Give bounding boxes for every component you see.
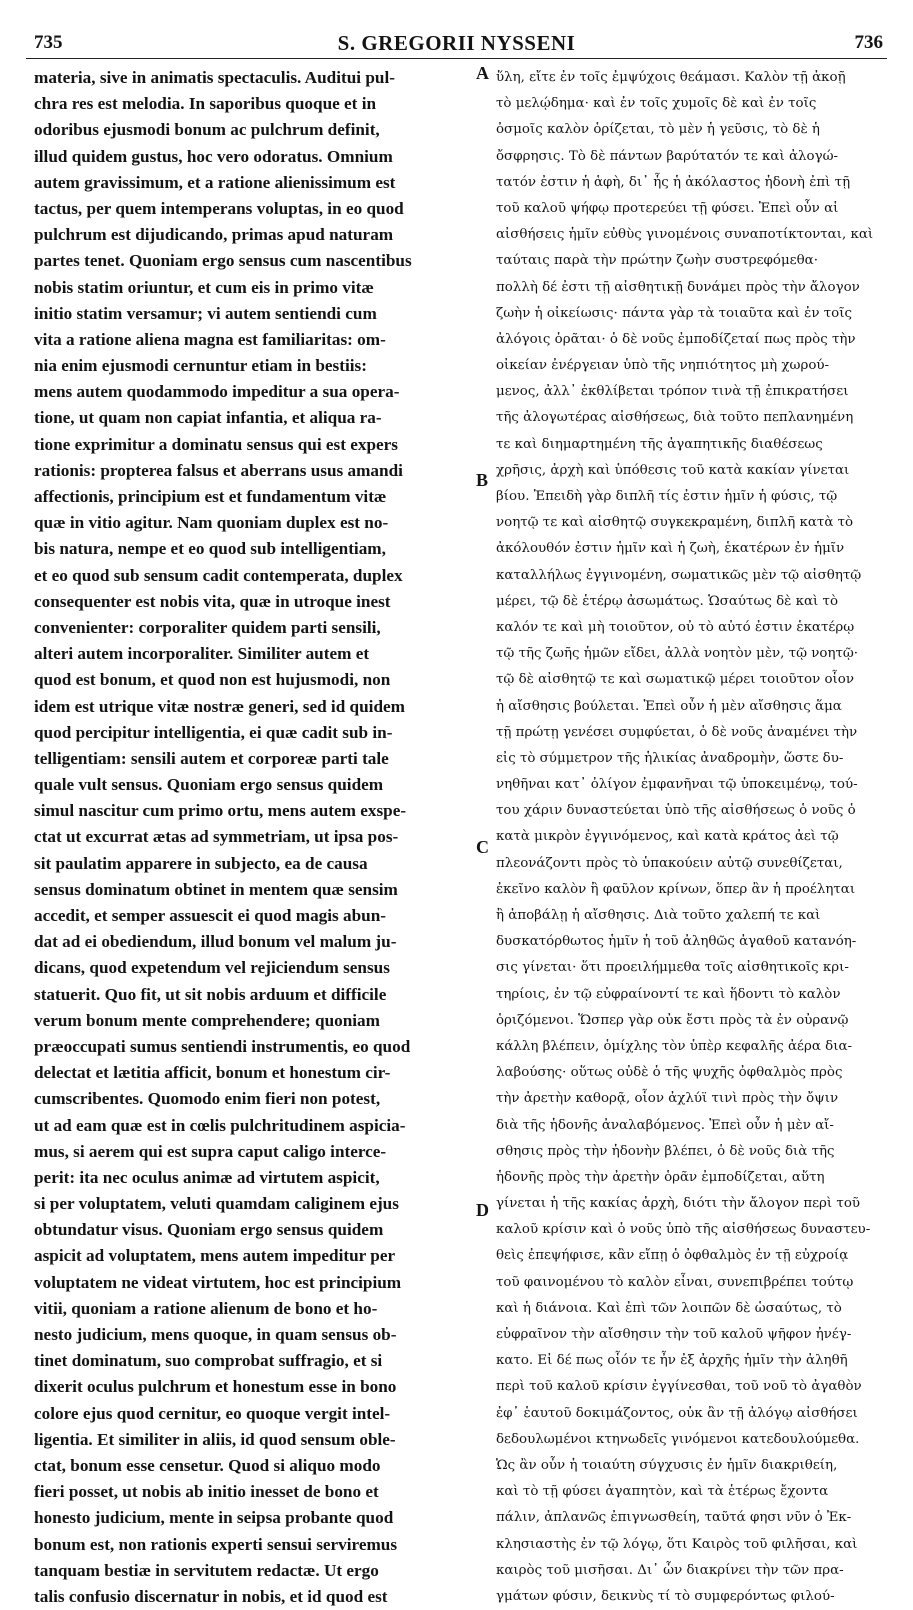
greek-text-line: σθησις πρὸς τὴν ἡδονὴν βλέπει, ὁ δὲ νοῦς διὰ τῆς [496,1143,835,1159]
latin-text-line: honesto judicium, mente in seipsa probante quod [34,1508,394,1528]
latin-text-line: tione, ut quam non capiat infantia, et aliqua ra- [34,408,382,428]
latin-text-line: telligentiam: sensili autem et corporeæ parti tale [34,748,389,768]
greek-text-line: νοητῷ τε καὶ αἰσθητῷ συγκεκραμένη, διπλῆ κατὰ τὸ [496,515,854,531]
latin-text-line: sensus dominatum obtinet in mentem quæ sensim [34,879,398,899]
greek-text-line: μέρει, τῷ δὲ ἑτέρῳ ἀσωμάτως. Ὡσαύτως δὲ καὶ τὸ [496,593,839,609]
greek-text-line: καὶ τὸ τῇ φύσει ἀγαπητὸν, καὶ τὰ ἑτέρως ἔχοντα [496,1484,829,1500]
greek-text-line: ὄσφρησις. Τὸ δὲ πάντων βαρύτατόν τε καὶ ἀλογώ- [496,148,839,164]
greek-text-line: τὴν ἀρετὴν καθορᾷ, οἷον ἀχλύϊ τινὶ πρὸς τὴν ὄψιν [496,1091,839,1107]
greek-text-line: ἐφ᾽ ἑαυτοῦ δοκιμάζοντος, οὐκ ἂν τῇ ἀλόγῳ αἰσθήσει [496,1405,858,1421]
greek-text-line: τῷ τῆς ζωῆς ἡμῶν εἴδει, ἀλλὰ νοητὸν μὲν, τῷ νοητῷ· [496,646,859,662]
greek-text-line: τῇ πρώτῃ γενέσει συμφύεται, ὁ δὲ νοῦς ἀναμένει τὴν [496,724,858,740]
latin-text-line: colore ejus quod cernitur, eo quoque vergit intel- [34,1403,391,1423]
page-number-left: 735 [34,32,63,53]
greek-text-line: πάλιν, ἀπλανῶς ἐπιγνωσθείη, ταῦτά φησι νῦν ὁ Ἐκ- [496,1510,852,1526]
latin-text-line: ctat, bonum esse censetur. Quod si aliquo modo [34,1455,381,1475]
page-number-right: 736 [854,32,883,53]
latin-text-line: vita a ratione aliena magna est familiaritas: om- [34,329,386,349]
greek-text-line: τοῦ καλοῦ ψήφῳ προτερεύει τῇ φύσει. Ἐπεὶ οὖν αἱ [496,200,839,216]
greek-text-line: ζωὴν ἡ οἰκείωσις· πάντα γὰρ τὰ τοιαῦτα καὶ ἐν τοῖς [496,305,852,321]
page-header [26,28,887,59]
greek-text-line: τατόν ἐστιν ἡ ἁφὴ, δι᾽ ἧς ἡ ἀκόλαστος ἡδονὴ ἐπὶ τῇ [496,174,851,190]
section-marker-a: A [476,63,489,83]
section-marker-c: C [476,837,489,857]
greek-text-line: βίου. Ἐπειδὴ γὰρ διπλῆ τίς ἐστιν ἡμῖν ἡ φύσις, τῷ [496,489,838,504]
greek-text-line: πολλὴ δέ ἐστι τῇ αἰσθητικῇ δυνάμει πρὸς τὴν ἄλογον [496,279,860,295]
greek-text-line: δυσκατόρθωτος ἡμῖν ἡ τοῦ ἀληθῶς ἀγαθοῦ κατανόη- [496,934,857,950]
latin-text-line: convenienter: corporaliter quidem parti sensili, [34,617,381,637]
latin-text-line: alteri autem incorporaliter. Similiter autem et [34,644,370,664]
latin-text-line: præoccupati sumus sentiendi instrumentis, eo quod [34,1036,411,1056]
greek-text-line: γίνεται ἡ τῆς κακίας ἀρχὴ, διότι τὴν ἄλογον περὶ τοῦ [496,1196,861,1212]
latin-text-line: idem est utrique vitæ nostræ generi, sed id quidem [34,696,405,716]
latin-text-line: quale vult sensus. Quoniam ergo sensus quidem [34,775,384,795]
latin-text-line: nobis statim oriuntur, et cum eis in primo vitæ [34,277,374,297]
greek-text-line: τῷ δὲ αἰσθητῷ τε καὶ σωματικῷ μέρει τοιοῦτον οἷον [496,672,854,688]
greek-text-line: εὐφραῖνον τὴν αἴσθησιν τὴν τοῦ καλοῦ ψῆφον ἠνέγ- [496,1327,852,1342]
greek-text-line: καλόν τε καὶ μὴ τοιοῦτον, οὐ τὸ αὐτό ἐστιν ἑκατέρῳ [496,619,855,635]
latin-text-line: dicans, quod expetendum vel rejiciendum sensus [34,958,390,978]
latin-text-line: quod percipitur intelligentia, ei quæ cadit sub in- [34,722,393,742]
greek-text-line: τηρίοις, ἐν τῷ εὐφραίνοντί τε καὶ ἥδοντι τὸ καλὸν [496,986,841,1002]
greek-text-line: ἡ αἴσθησις βούλεται. Ἐπεὶ οὖν ἡ μὲν αἴσθησις ἅμα [496,698,842,714]
latin-text-line: ligentia. Et similiter in aliis, id quod sensum oble- [34,1429,396,1449]
running-title: S. GREGORII NYSSENI [337,31,576,55]
greek-text-line: καιρὸς τοῦ μισῆσαι. Δι᾽ ὧν διακρίνει τὴν τῶν πρα- [496,1562,844,1578]
latin-text-line: consequenter est nobis vita, quæ in utroque inest [34,591,391,611]
greek-text-line: δεδουλωμένοι κτηνωδεῖς γινόμενοι κατεδουλούμεθα. [496,1431,860,1447]
latin-text-line: et eo quod sub sensum cadit contemperata, duplex [34,565,403,585]
latin-text-line: quod est bonum, et quod non est hujusmodi, non [34,670,391,690]
latin-text-line: mens autem quodammodo impeditur a sua opera- [34,382,400,402]
greek-text-line: διὰ τῆς ἡδονῆς ἀναλαβόμενος. Ἐπεὶ οὖν ἡ μὲν αἴ- [496,1117,834,1133]
latin-text-line: voluptatem ne videat virtutem, hoc est principium [34,1272,402,1292]
latin-text-line: sit paulatim apparere in subjecto, ea de causa [34,853,368,873]
greek-text-line: κάλλη βλέπειν, ὁμίχλης τὸν ὑπὲρ κεφαλῆς ἀέρα δια- [496,1038,853,1054]
latin-text-line: odoribus ejusmodi bonum ac pulchrum definit, [34,120,380,140]
latin-text-line: nia enim ejusmodi cernuntur etiam in bestiis: [34,356,367,376]
greek-text-line: Ὡς ἂν οὖν ἡ τοιαύτη σύγχυσις ἐν ἡμῖν διακριθείη, [496,1457,838,1473]
greek-text-line: ἐκεῖνο καλὸν ἢ φαῦλον κρίνων, ὅπερ ἂν ἡ προέληται [496,881,856,897]
latin-text-line: dat ad ei obediendum, illud bonum vel malum ju- [34,932,397,952]
latin-text-line: obtundatur visus. Quoniam ergo sensus quidem [34,1220,384,1240]
latin-column [34,65,470,1610]
greek-text-line: τε καὶ διημαρτημένη τῆς ἀγαπητικῆς διαθέσεως [496,436,823,452]
greek-text-line: καλοῦ κρίσιν καὶ ὁ νοῦς ὑπὸ τῆς αἰσθήσεως δυναστευ- [496,1222,871,1238]
latin-text-line: simul nascitur cum primo ortu, mens autem exspe- [34,801,407,821]
latin-text-line: tione exprimitur a dominatu sensus qui est expers [34,434,398,454]
section-marker-b: B [476,470,489,490]
greek-text-line: περὶ τοῦ καλοῦ κρίσιν ἐγγίνεσθαι, τοῦ νοῦ τὸ ἀγαθὸν [496,1379,862,1395]
greek-text-line: λαβούσης· οὕτως οὐδὲ ὁ τῆς ψυχῆς ὀφθαλμὸς πρὸς [496,1065,843,1081]
greek-text-line: ὀσμοῖς καλὸν ὁρίζεται, τὸ μὲν ἡ γεῦσις, τὸ δὲ ἡ [496,122,820,138]
greek-text-line: νηθῆναι κατ᾽ ὀλίγον ἐμφανῆναι τῷ ὑποκειμένῳ, τού- [496,777,858,793]
greek-text-line: θεὶς ἐπεψήφισε, κἂν εἴπῃ ὁ ὀφθαλμὸς ἐν τῇ εὐχροίᾳ [496,1248,849,1264]
latin-text-line: initio statim versamur; vi autem sentiendi cum [34,303,377,323]
greek-text-line: τῆς ἀλογωτέρας αἰσθήσεως, διὰ τοῦτο πεπλανημένη [496,410,854,426]
latin-text-line: autem gravissimum, et a ratione alienissimum est [34,172,396,192]
greek-text-line: εἰς τὸ σύμμετρον τῆς ἡλικίας ἀναδρομὴν, ὥστε δυ- [496,750,844,766]
latin-text-line: bonum est, non rationis experti sensui serviremus [34,1534,398,1554]
latin-text-line: chra res est melodia. In saporibus quoque et in [34,94,377,114]
greek-text-line: κατο. Εἰ δέ πως οἷόν τε ἦν ἐξ ἀρχῆς ἡμῖν τὴν ἀληθῆ [496,1353,848,1369]
latin-text-line: tanquam bestiæ in servitutem redactæ. Ut ergo [34,1560,379,1580]
greek-text-line: κατὰ μικρὸν ἐγγινόμενος, καὶ κατὰ κράτος ἀεὶ τῷ [496,829,839,845]
greek-text-line: γμάτων φύσιν, δεικνὺς τί τὸ συμφερόντως φιλού- [496,1588,835,1604]
latin-text-line: verum bonum mente comprehendere; quoniam [34,1010,380,1030]
latin-text-line: partes tenet. Quoniam ergo sensus cum nascentibus [34,251,412,271]
greek-text-line: πλεονάζοντι πρὸς τὸ ὑπακούειν αὐτῷ συνεθίζεται, [496,855,843,871]
latin-text-line: tinet dominatum, suo comprobat suffragio, et si [34,1351,383,1371]
latin-text-line: tactus, per quem intemperans voluptas, in eo quod [34,198,404,218]
latin-text-line: talis confusio discernatur in nobis, et id quod est [34,1586,388,1606]
greek-text-line: ὁριζόμενοι. Ὥσπερ γὰρ οὐκ ἔστι πρὸς τὰ ἐν οὐρανῷ [496,1012,849,1028]
greek-column [496,65,898,1610]
latin-text-line: ctat ut excurrat ætas ad symmetriam, ut ipsa pos- [34,827,399,847]
latin-text-line: mus, si aerem qui est supra caput caligo interce- [34,1141,387,1161]
latin-text-line: perit: ita nec oculus animæ ad virtutem aspicit, [34,1167,380,1187]
latin-text-line: affectionis, principium est et fundamentum vitæ [34,487,387,506]
section-marker-d: D [476,1200,489,1220]
greek-text-line: ὕλη, εἴτε ἐν τοῖς ἐμψύχοις θεάμασι. Καλὸν τῇ ἀκοῇ [496,70,846,85]
greek-text-line: ταύταις παρὰ τὴν πρώτην ζωὴν συστρεφόμεθα· [496,253,818,269]
greek-text-line: κλησιαστὴς ἐν τῷ λόγῳ, ὅτι Καιρὸς τοῦ φιλῆσαι, καὶ [496,1536,858,1552]
greek-text-line: τοῦ φαινομένου τὸ καλὸν εἶναι, συνεπιβρέπει τούτῳ [496,1274,854,1290]
greek-text-line: ἀλόγοις ὁρᾶται· ὁ δὲ νοῦς ἐμποδίζεταί πως πρὸς τὴν [496,331,856,347]
greek-text-line: ἢ ἀποβάλῃ ἡ αἴσθησις. Διὰ τοῦτο χαλεπή τε καὶ [496,908,821,923]
greek-text-line: ἡδονῆς πρὸς τὴν ἀρετὴν ὁρᾶν ἐμποδίζεται, αὕτη [496,1169,825,1185]
latin-text-line: ut ad eam quæ est in cœlis pulchritudinem aspicia- [34,1115,406,1135]
latin-text-line: dixerit oculus pulchrum et honestum esse in bono [34,1377,397,1397]
latin-text-line: pulchrum est dijudicando, primas apud naturam [34,225,394,245]
greek-text-line: καταλλήλως ἐγγινομένη, σωματικῶς μὲν τῷ αἰσθητῷ [496,567,862,583]
latin-text-line: bis natura, nempe et eo quod sub intelligentiam, [34,539,386,559]
latin-text-line: nesto judicium, mens quoque, in quam sensus ob- [34,1325,397,1344]
latin-text-line: cumscribentes. Quomodo enim fieri non potest, [34,1089,381,1109]
latin-text-line: si per voluptatem, veluti quamdam caliginem ejus [34,1194,399,1214]
latin-text-line: vitii, quoniam a ratione alienum de bono et ho- [34,1298,378,1318]
greek-text-line: του χάριν δυναστεύεται ὑπὸ τῆς αἰσθήσεως ὁ νοῦς ὁ [496,803,856,819]
latin-text-line: illud quidem gustus, hoc vero odoratus. Omnium [34,146,393,166]
greek-text-line: μενος, ἀλλ᾽ ἐκθλίβεται τρόπον τινὰ τῇ ἐπικρατήσει [496,384,849,400]
greek-text-line: καὶ ἡ διάνοια. Καὶ ἐπὶ τῶν λοιπῶν δὲ ὡσαύτως, τὸ [496,1300,842,1316]
latin-text-line: materia, sive in animatis spectaculis. Auditui pul- [34,68,395,87]
greek-text-line: αἰσθήσεις ἡμῖν εὐθὺς γινομένοις συναποτίκτονται, καὶ [496,227,874,243]
latin-text-line: quæ in vitio agitur. Nam quoniam duplex est no- [34,513,389,533]
latin-text-line: accedit, et semper assuescit ei quod magis abun- [34,906,387,925]
greek-text-line: χρῆσις, ἀρχὴ καὶ ὑπόθεσις τοῦ κατὰ κακίαν γίνεται [496,462,850,478]
greek-text-line: ἀκόλουθόν ἐστιν ἡμῖν καὶ ἡ ζωὴ, ἑκατέρων ἐν ἡμῖν [496,541,845,557]
greek-text-line: τὸ μελῴδημα· καὶ ἐν τοῖς χυμοῖς δὲ καὶ ἐν τοῖς [496,96,817,112]
greek-text-line: σις γίνεται· ὅτι προειλήμμεθα τοῖς αἰσθητικοῖς κρι- [496,960,849,976]
latin-text-line: statuerit. Quo fit, ut sit nobis arduum et difficile [34,984,387,1004]
text-columns [26,63,887,1606]
latin-text-line: fieri posset, ut nobis ab initio inesset de bono et [34,1482,379,1502]
greek-text-line: οἰκείαν ἐνέργειαν ὑπὸ τῆς νηπιότητος μὴ χωρού- [496,358,830,374]
latin-text-line: aspicit ad voluptatem, mens autem impeditur per [34,1246,396,1266]
latin-text-line: delectat et lætitia afficit, bonum et honestum cir- [34,1063,391,1083]
latin-text-line: rationis: propterea falsus et aberrans usus amandi [34,460,403,480]
